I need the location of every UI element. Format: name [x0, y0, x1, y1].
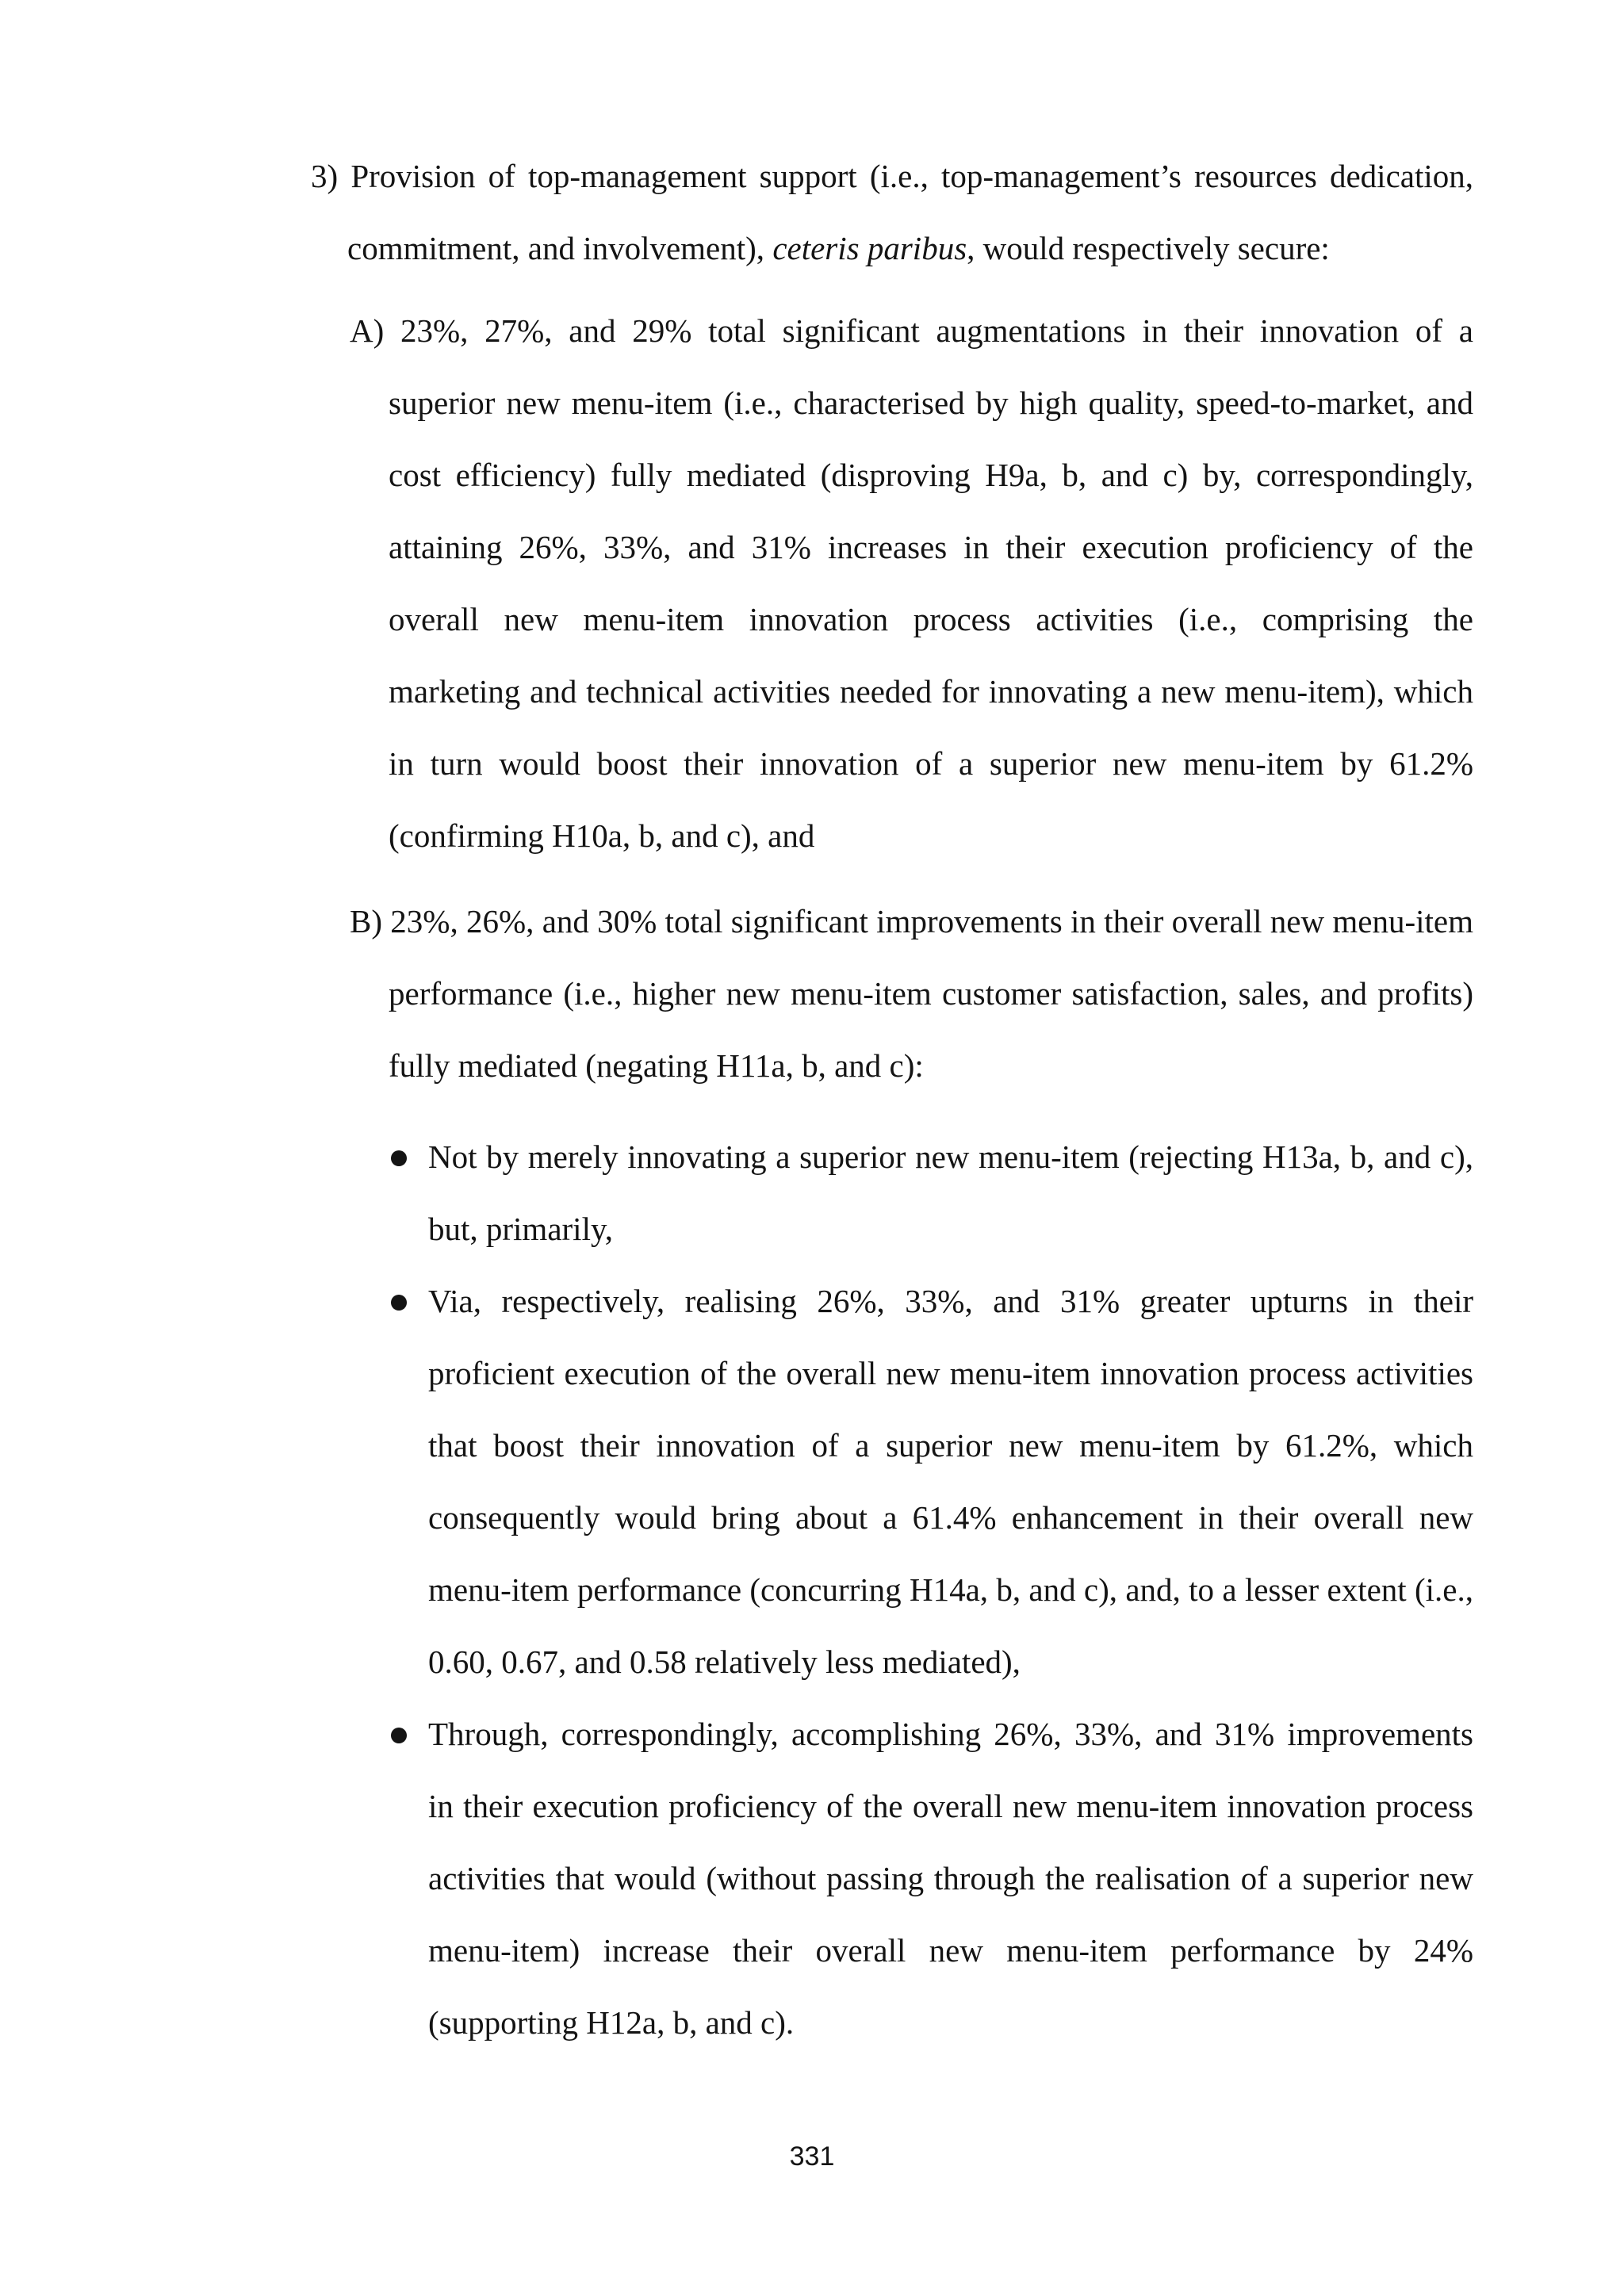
- bullet-icon: [391, 1150, 407, 1166]
- item-3-text-end: , would respectively secure:: [967, 230, 1330, 266]
- item-3-text-start: 3) Provision of top-management support (i.e., top-management’s resources dedication, commitment, and involvement),: [311, 158, 1473, 266]
- bullet-icon: [391, 1295, 407, 1311]
- bullet-icon: [391, 1728, 407, 1743]
- bullet-item-2: Via, respectively, realising 26%, 33%, and 31% greater upturns in their proficient execution of the overall new menu-item innovation process activities that boost their innovation of a superior new menu-item by 61.2%, which consequently would bring about a 61.4% enhancement in their overall new menu-item performance (concurring H14a, b, and c), and, to a lesser extent (i.e., 0.60, 0.67, and 0.58 relatively less mediated),: [428, 1283, 1473, 1680]
- list-item-3: [311, 140, 1473, 285]
- item-3-italic-phrase: ceteris paribus: [772, 230, 967, 266]
- sub-item-a: A) 23%, 27%, and 29% total significant augmentations in their innovation of a superior new menu-item (i.e., characterised by high quality, speed-to-market, and cost efficiency) fully mediated (disproving H9a, b, and c) by, correspondingly, attaining 26%, 33%, and 31% increases in their execution proficiency of the overall new menu-item innovation process activities (i.e., comprising the marketing and technical activities needed for innovating a new menu-item), which in turn would boost their innovation of a superior new menu-item by 61.2% (confirming H10a, b, and c), and: [350, 312, 1473, 854]
- sub-item-b: B) 23%, 26%, and 30% total significant improvements in their overall new menu-item performance (i.e., higher new menu-item customer satisfaction, sales, and profits) fully mediated (negating H11a, b, and c):: [350, 903, 1473, 1084]
- bullet-item-1: Not by merely innovating a superior new menu-item (rejecting H13a, b, and c), but, primarily,: [428, 1138, 1473, 1247]
- bullet-item-3: Through, correspondingly, accomplishing 26%, 33%, and 31% improvements in their execution proficiency of the overall new menu-item innovation process activities that would (without passing through the realisation of a superior new menu-item) increase their overall new menu-item performance by 24% (supporting H12a, b, and c).: [428, 1716, 1473, 2041]
- page-number: 331: [789, 2141, 835, 2172]
